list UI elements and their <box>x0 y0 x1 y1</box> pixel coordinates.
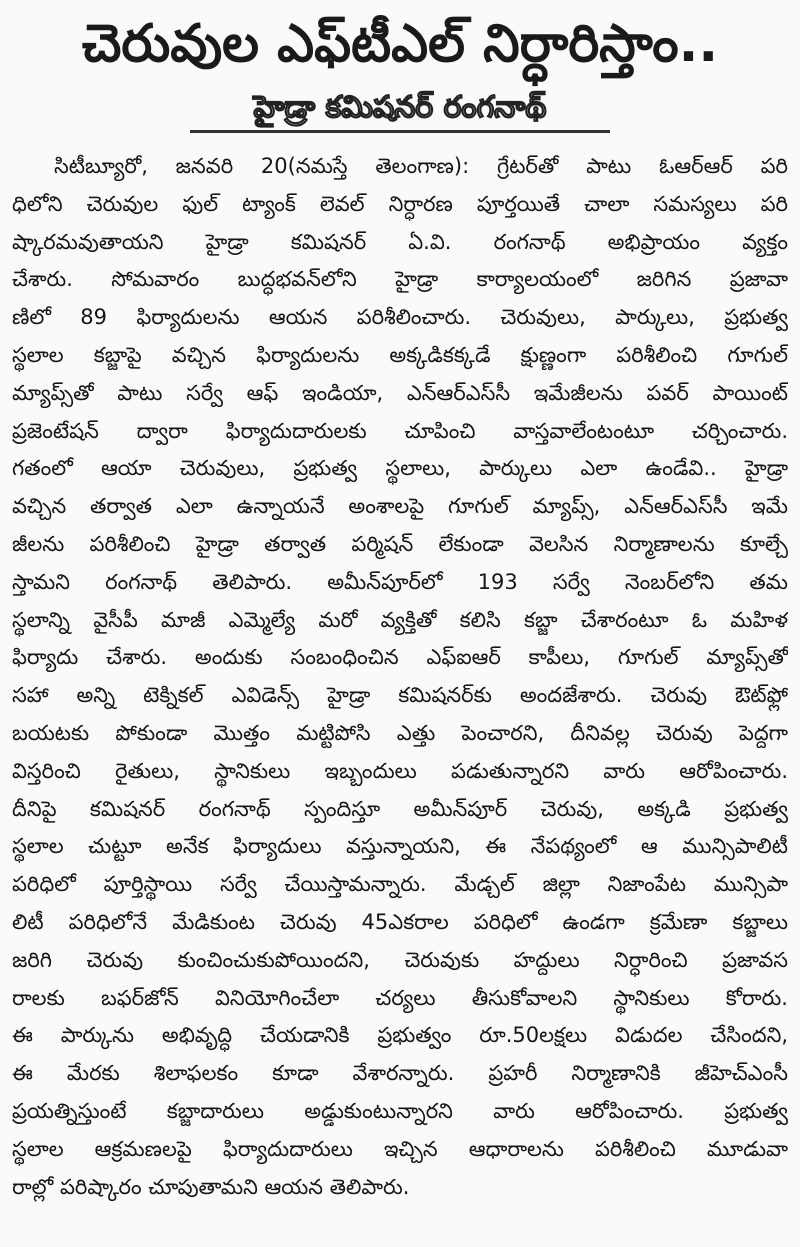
body-line: రాలకు బఫర్‌జోన్ వినియోగించేలా చర్యలు తీసుకోవాలని స్థానికులు కోరారు. <box>12 985 788 1010</box>
body-line: సహా అన్ని టెక్నికల్ ఎవిడెన్స్ హైడ్రా కమిషనర్‌కు అందజేశారు. చెరువు ఔట్‌ఫ్లో <box>12 683 788 708</box>
body-line: స్థలాల ఆక్రమణలపై ఫిర్యాదుదారులు ఇచ్చిన ఆధారాలను పరిశీలించి మూడువా <box>12 1136 788 1161</box>
body-line: స్తామని రంగనాథ్ తెలిపారు. అమీన్‌పూర్‌లో 193 సర్వే నెంబర్‌లోని తమ <box>12 569 788 594</box>
body-line: స్థలాల కబ్జాపై వచ్చిన ఫిర్యాదులను అక్కడికక్కడే క్షుణ్ణంగా పరిశీలించి గూగుల్ <box>12 342 788 367</box>
body-line: ధిలోని చెరువుల ఫుల్ ట్యాంక్ లెవల్ నిర్ధారణ పూర్తయితే చాలా సమస్యలు పరి <box>12 191 788 216</box>
body-line: జీలను పరిశీలించి హైడ్రా తర్వాత పర్మిషన్ లేకుండా వెలసిన నిర్మాణాలను కూల్చే <box>12 531 788 556</box>
body-line: పరిధిలో పూర్తిస్థాయి సర్వే చేయిస్తామన్నారు. మేడ్చల్ జిల్లా నిజాంపేట మున్సిపా <box>12 872 788 897</box>
body-line: స్థలాల చుట్టూ అనేక ఫిర్యాదులు వస్తున్నాయని, ఈ నేపథ్యంలో ఆ మున్సిపాలిటీ <box>12 834 788 859</box>
body-line: స్థలాన్ని వైసీపీ మాజీ ఎమ్మెల్యే మరో వ్యక్తితో కలిసి కబ్జా చేశారంటూ ఓ మహిళ <box>12 607 788 632</box>
body-line: రాల్లో పరిష్కారం చూపుతామని ఆయన తెలిపారు. <box>12 1174 410 1199</box>
body-line: బయటకు పోకుండా మొత్తం మట్టిపోసి ఎత్తు పెంచారని, దీనివల్ల చెరువు పెద్దగా <box>12 720 788 745</box>
body-line: చేశారు. సోమవారం బుద్ధభవన్‌లోని హైడ్రా కార్యాలయంలో జరిగిన ప్రజావా <box>12 267 788 292</box>
body-line: ఈ పార్కును అభివృద్ధి చేయడానికి ప్రభుత్వం రూ.50లక్షలు విడుదల చేసిందని, <box>12 1023 788 1048</box>
body-line: ప్రయత్నిస్తుంటే కబ్జాదారులు అడ్డుకుంటున్నారని వారు ఆరోపించారు. ప్రభుత్వ <box>12 1098 788 1123</box>
body-line: విస్తరించి రైతులు, స్థానికులు ఇబ్బందులు పడుతున్నారని వారు ఆరోపించారు. <box>12 758 788 783</box>
body-line: లిటీ పరిధిలోనే మేడికుంట చెరువు 45ఎకరాల పరిధిలో ఉండగా క్రమేణా కబ్జాలు <box>12 909 788 934</box>
subheadline: హైడ్రా కమిషనర్ రంగనాథ్ <box>253 90 547 125</box>
body-line: ష్కారమవుతాయని హైడ్రా కమిషనర్ ఏ.వి. రంగనాథ్ అభిప్రాయం వ్యక్తం <box>12 229 788 254</box>
body-line: ప్రజెంటేషన్ ద్వారా ఫిర్యాదుదారులకు చూపించి వాస్తవాలేంటంటూ చర్చించారు. <box>12 418 788 443</box>
body-line: మ్యాప్స్‌తో పాటు సర్వే ఆఫ్ ఇండియా, ఎన్ఆర్ఎస్‌సీ ఇమేజీలను పవర్ పాయింట్ <box>12 380 788 405</box>
headline: చెరువుల ఎఫ్‌టీఎల్ నిర్ధారిస్తాం.. <box>81 14 719 74</box>
body-line: సిటీబ్యూరో, జనవరి 20(నమస్తే తెలంగాణ): గ్రేటర్‌తో పాటు ఓఆర్‌ఆర్ పరి <box>54 154 788 178</box>
body-line: గతంలో ఆయా చెరువులు, ప్రభుత్వ స్థలాలు, పార్కులు ఎలా ఉండేవి.. హైడ్రా <box>12 456 788 481</box>
subheadline-underline <box>190 130 610 133</box>
body-line: జరిగి చెరువు కుంచించుకుపోయిందని, చెరువుకు హద్దులు నిర్ధారించి ప్రజావస <box>12 947 788 972</box>
body-line: ణిలో 89 ఫిర్యాదులను ఆయన పరిశీలించారు. చెరువులు, పార్కులు, ప్రభుత్వ <box>12 305 788 330</box>
body-line: దీనిపై కమిషనర్ రంగనాథ్ స్పందిస్తూ అమీన్‌పూర్ చెరువు, అక్కడి ప్రభుత్వ <box>12 796 788 821</box>
body-line: ఫిర్యాదు చేశారు. అందుకు సంబంధించిన ఎఫ్ఐఆర్ కాపీలు, గూగుల్ మ్యాప్స్‌తో <box>12 645 788 670</box>
article-body <box>12 148 788 1206</box>
body-line: ఈ మేరకు శిలాఫలకం కూడా వేశారన్నారు. ప్రహరీ నిర్మాణానికి జీహెచ్ఎంసీ <box>12 1061 788 1086</box>
body-line: వచ్చిన తర్వాత ఎలా ఉన్నాయనే అంశాలపై గూగుల్ మ్యాప్స్, ఎన్ఆర్ఎస్‌సీ ఇమే <box>12 494 788 519</box>
